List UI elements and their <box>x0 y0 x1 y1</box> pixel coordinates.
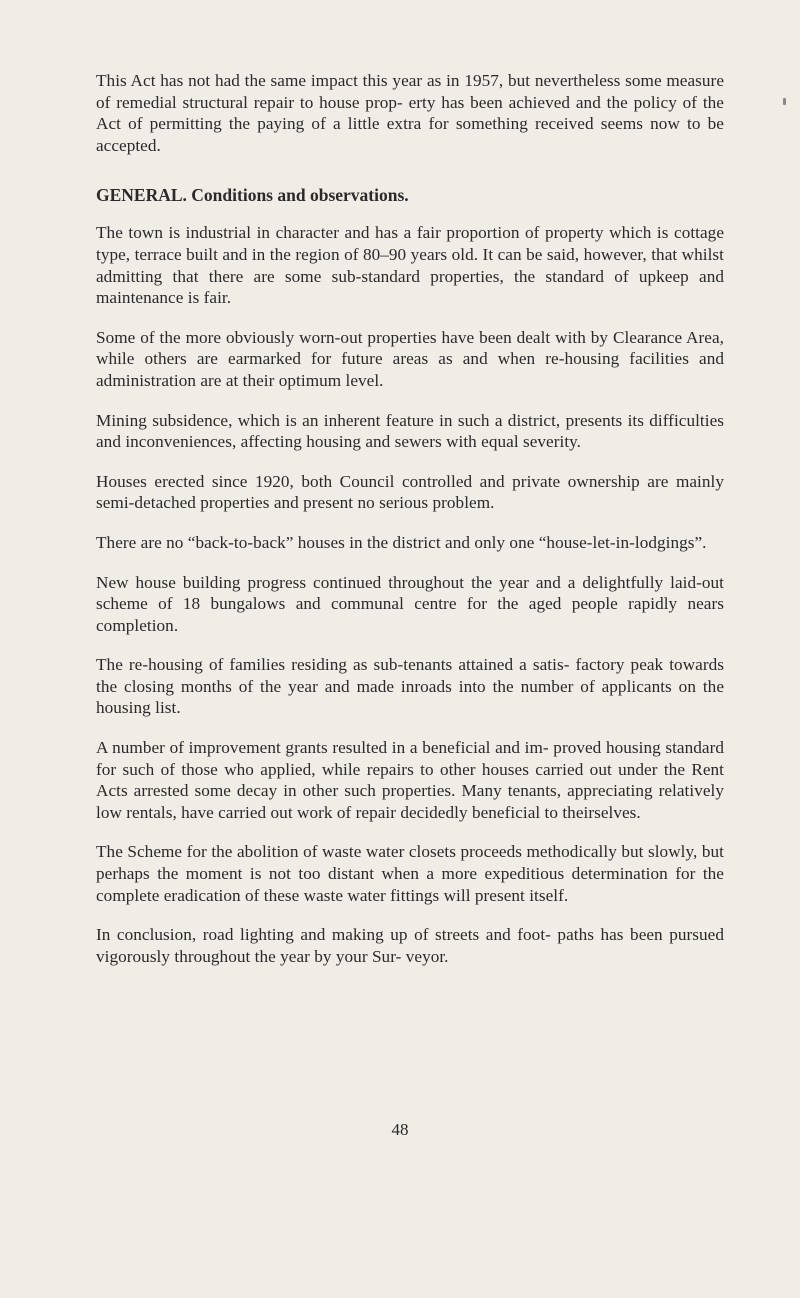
paragraph-houses-since-1920: Houses erected since 1920, both Council controlled and private ownership are mainly semi-detached properties and present no serious problem. <box>96 471 724 513</box>
section-heading <box>96 184 724 206</box>
paragraph-clearance-areas: Some of the more obviously worn-out properties have been dealt with by Clearance Area, while others are earmarked for future areas as and when re-housing facilities and administration are at their optimum level. <box>96 327 724 390</box>
page-number: 48 <box>391 1120 409 1139</box>
paragraph-back-to-back: There are no “back-to-back” houses in the district and only one “house-let-in-lodgings”. <box>96 532 707 552</box>
scan-mark <box>783 98 786 105</box>
paragraph-new-building: New house building progress continued throughout the year and a delightfully laid-out scheme of 18 bungalows and communal centre for the aged people rapidly nears completion. <box>96 572 724 635</box>
paragraph-improvement-grants: A number of improvement grants resulted in a beneficial and im- proved housing standard for such of those who applied, while repairs to other houses carried out under the Rent Acts arrested some decay in other such properties. Many tenants, appreciating relatively low rentals, have carried out work of repair decidedly beneficial to theirselves. <box>96 738 724 822</box>
intro-paragraph: This Act has not had the same impact this year as in 1957, but nevertheless some measure of remedial structural repair to house prop- erty has been achieved and the policy of the Act of permitting the paying of a little extra for something received seems now to be accepted. <box>96 71 724 155</box>
paragraph-waste-water-closets: The Scheme for the abolition of waste water closets proceeds methodically but slowly, but perhaps the moment is not too distant when a more expeditious determination for the complete eradication of these waste water fittings will present itself. <box>96 842 724 905</box>
paragraph-conclusion: In conclusion, road lighting and making up of streets and foot- paths has been pursued vigorously throughout the year by your Sur- veyor. <box>96 925 724 966</box>
paragraph-mining-subsidence: Mining subsidence, which is an inherent feature in such a district, presents its difficulties and inconveniences, affecting housing and sewers with equal severity. <box>96 410 724 452</box>
paragraph-re-housing: The re-housing of families residing as sub-tenants attained a satis- factory peak towards the closing months of the year and made inroads into the number of applicants on the housing list. <box>96 655 724 718</box>
section-heading-sub: Conditions and observations. <box>191 185 409 206</box>
section-heading-main: GENERAL. <box>96 185 187 206</box>
paragraph-town-character: The town is industrial in character and has a fair proportion of property which is cottage type, terrace built and in the region of 80–90 years old. It can be said, however, that whilst admitting that there are some sub-standard properties, the standard of upkeep and maintenance is fair. <box>96 223 724 308</box>
